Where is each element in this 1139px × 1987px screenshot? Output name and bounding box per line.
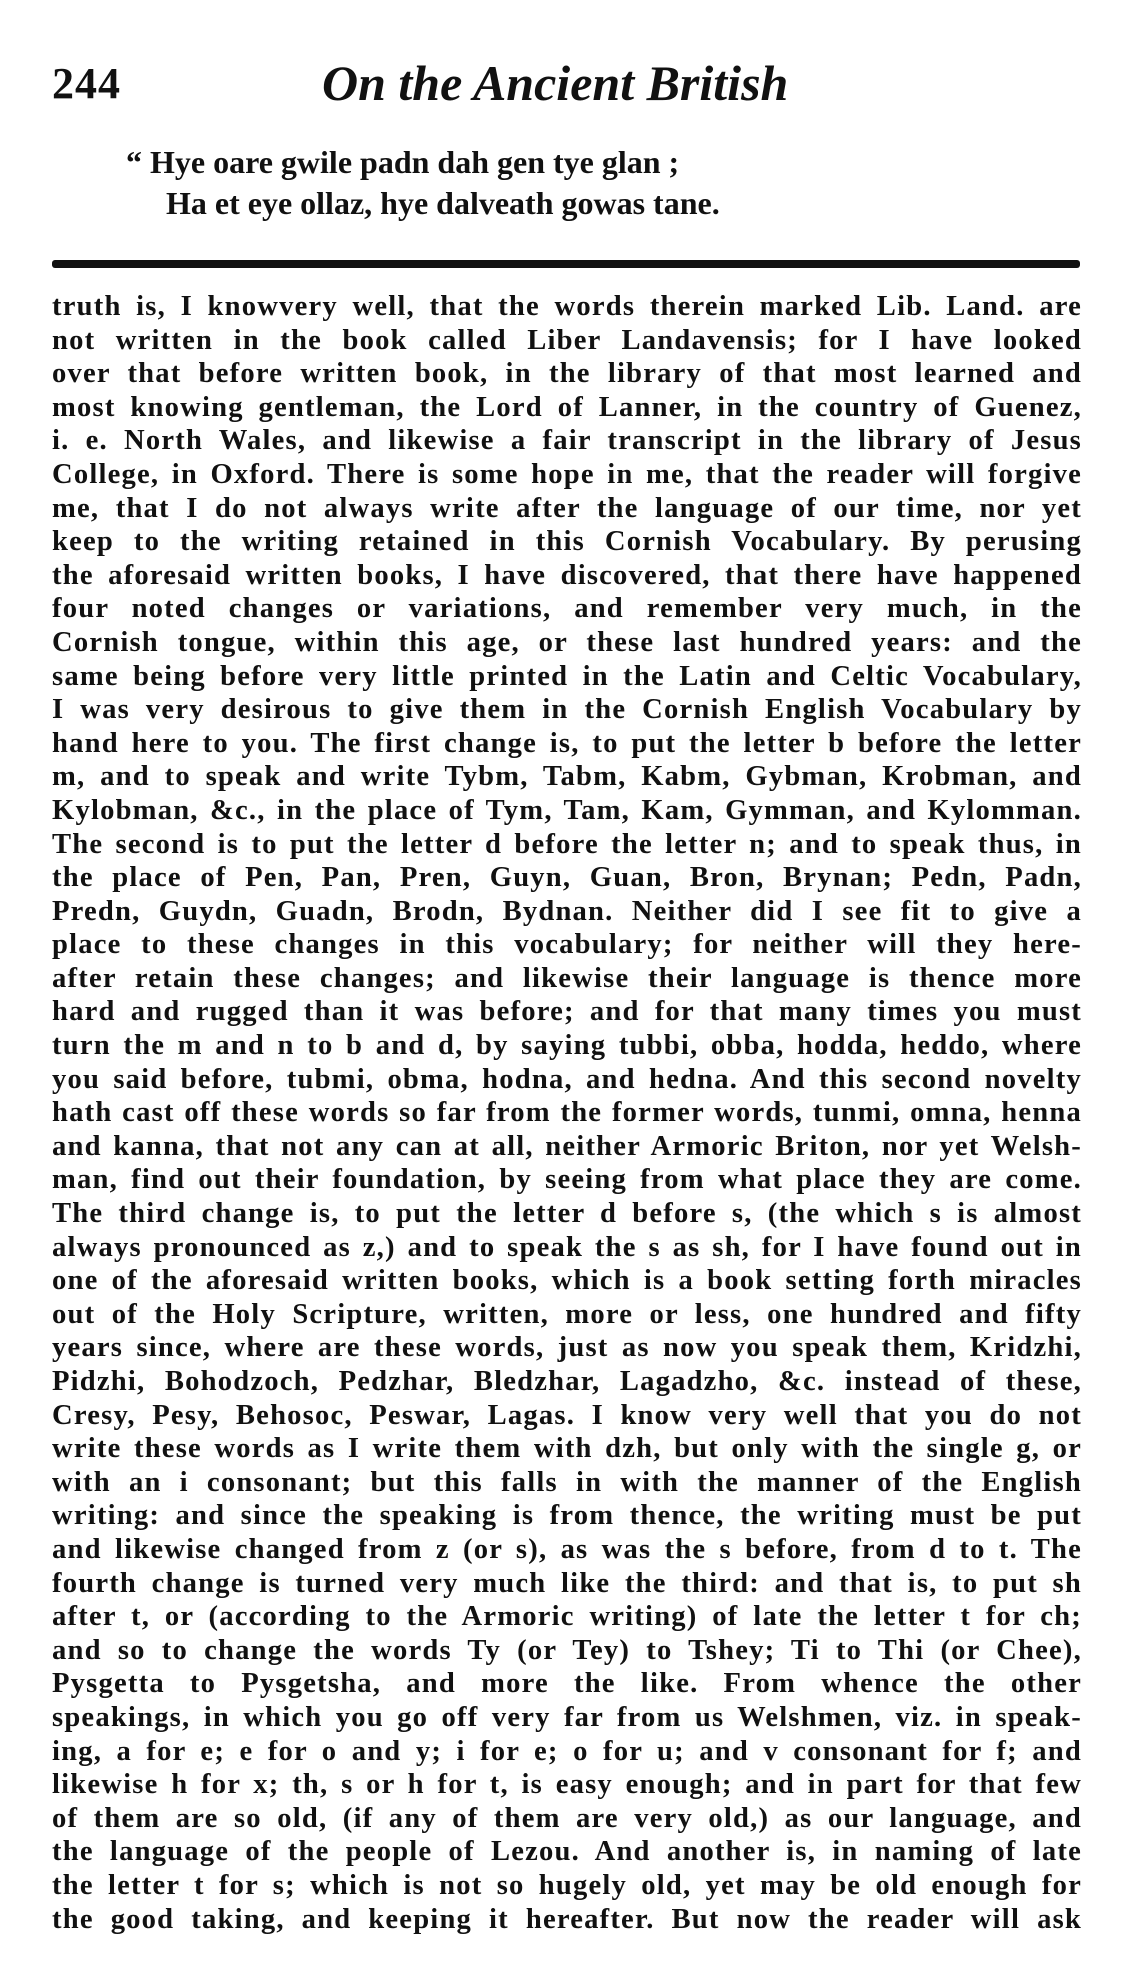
text-line: after retain these changes; and likewise their language is thence more (52, 962, 1082, 994)
text-line: fourth change is turned very much like the third: and that is, to put sh (52, 1567, 1082, 1599)
text-line: same being before very little printed in the Latin and Celtic Vocabulary, (52, 660, 1082, 692)
text-line: hand here to you. The first change is, to put the letter b before the letter (52, 727, 1082, 759)
text-line: i. e. North Wales, and likewise a fair transcript in the library of Jesus (52, 425, 1082, 457)
text-line: me, that I do not always write after the language of our time, nor yet (52, 492, 1082, 524)
text-line: you said before, tubmi, obma, hodna, and hedna. And this second novelty (52, 1063, 1082, 1095)
text-line: out of the Holy Scripture, written, more or less, one hundred and fifty (52, 1298, 1082, 1330)
text-line: College, in Oxford. There is some hope in me, that the reader will forgive (52, 458, 1082, 490)
text-line: Predn, Guydn, Guadn, Brodn, Bydnan. Neither did I see fit to give a (52, 895, 1082, 927)
text-line: The third change is, to put the letter d before s, (the which s is almost (52, 1198, 1082, 1230)
text-line: over that before written book, in the library of that most learned and (52, 358, 1082, 390)
text-line: and likewise changed from z (or s), as was the s before, from d to t. The (52, 1533, 1082, 1565)
text-line: likewise h for x; th, s or h for t, is easy enough; and in part for that few (52, 1769, 1082, 1801)
text-line: ing, a for e; e for o and y; i for e; o for u; and v consonant for f; and (52, 1735, 1082, 1767)
page-number: 244 (52, 59, 121, 108)
text-line: hard and rugged than it was before; and for that many times you must (52, 996, 1082, 1028)
text-line: writing: and since the speaking is from thence, the writing must be put (52, 1500, 1082, 1532)
page-header (52, 48, 1082, 118)
text-line: the language of the people of Lezou. And another is, in naming of late (52, 1836, 1082, 1868)
running-title: On the Ancient British (322, 55, 789, 111)
verse-line: “ Hye oare gwile padn dah gen tye glan ; (126, 144, 680, 180)
text-line: the aforesaid written books, I have discovered, that there have happened (52, 559, 1082, 591)
body-text (52, 290, 1082, 1936)
text-line: man, find out their foundation, by seeing from what place they are come. (52, 1164, 1082, 1196)
text-line: the letter t for s; which is not so hugely old, yet may be old enough for (52, 1869, 1082, 1901)
horizontal-rule (52, 260, 1080, 268)
text-line: truth is, I knowvery well, that the words therein marked Lib. Land. are (52, 291, 1082, 322)
text-line: after t, or (according to the Armoric writing) of late the letter t for ch; (52, 1601, 1082, 1633)
text-line: m, and to speak and write Tybm, Tabm, Kabm, Gybman, Krobman, and (52, 761, 1082, 793)
text-line: years since, where are these words, just as now you speak them, Kridzhi, (52, 1332, 1082, 1364)
text-line: The second is to put the letter d before the letter n; and to speak thus, in (52, 828, 1082, 860)
text-line: Kylobman, &c., in the place of Tym, Tam, Kam, Gymman, and Kylomman. (52, 794, 1082, 826)
text-line: keep to the writing retained in this Cornish Vocabulary. By perusing (52, 526, 1082, 558)
text-line: four noted changes or variations, and remember very much, in the (52, 593, 1082, 625)
text-line: with an i consonant; but this falls in with the manner of the English (52, 1466, 1082, 1498)
text-line: speakings, in which you go off very far from us Welshmen, viz. in speak- (52, 1701, 1082, 1733)
text-line: Pidzhi, Bohodzoch, Pedzhar, Bledzhar, Lagadzho, &c. instead of these, (52, 1366, 1082, 1397)
text-line: one of the aforesaid written books, which is a book setting forth miracles (52, 1265, 1082, 1297)
text-line: write these words as I write them with dzh, but only with the single g, or (52, 1433, 1082, 1465)
text-line: not written in the book called Liber Landavensis; for I have looked (52, 324, 1082, 356)
verse-quotation (126, 142, 1046, 224)
text-line: the place of Pen, Pan, Pren, Guyn, Guan, Bron, Brynan; Pedn, Padn, (52, 862, 1082, 894)
text-line: the good taking, and keeping it hereafter. But now the reader will ask (52, 1903, 1082, 1935)
text-line: I was very desirous to give them in the Cornish English Vocabulary by (52, 694, 1082, 726)
text-line: and so to change the words Ty (or Tey) to Tshey; Ti to Thi (or Chee), (52, 1634, 1082, 1666)
text-line: most knowing gentleman, the Lord of Lanner, in the country of Guenez, (52, 391, 1082, 423)
text-line: Cornish tongue, within this age, or these last hundred years: and the (52, 626, 1082, 658)
text-line: always pronounced as z,) and to speak the s as sh, for I have found out in (52, 1231, 1082, 1263)
text-line: Pysgetta to Pysgetsha, and more the like. From whence the other (52, 1668, 1082, 1700)
verse-line: Ha et eye ollaz, hye dalveath gowas tane. (166, 185, 720, 221)
text-line: turn the m and n to b and d, by saying tubbi, obba, hodda, heddo, where (52, 1030, 1082, 1062)
text-line: hath cast off these words so far from the former words, tunmi, omna, henna (52, 1097, 1082, 1129)
text-line: and kanna, that not any can at all, neither Armoric Briton, nor yet Welsh- (52, 1130, 1082, 1162)
text-line: Cresy, Pesy, Behosoc, Peswar, Lagas. I know very well that you do not (52, 1399, 1082, 1431)
text-line: place to these changes in this vocabulary; for neither will they here- (52, 929, 1082, 961)
text-line: of them are so old, (if any of them are very old,) as our language, and (52, 1802, 1082, 1834)
